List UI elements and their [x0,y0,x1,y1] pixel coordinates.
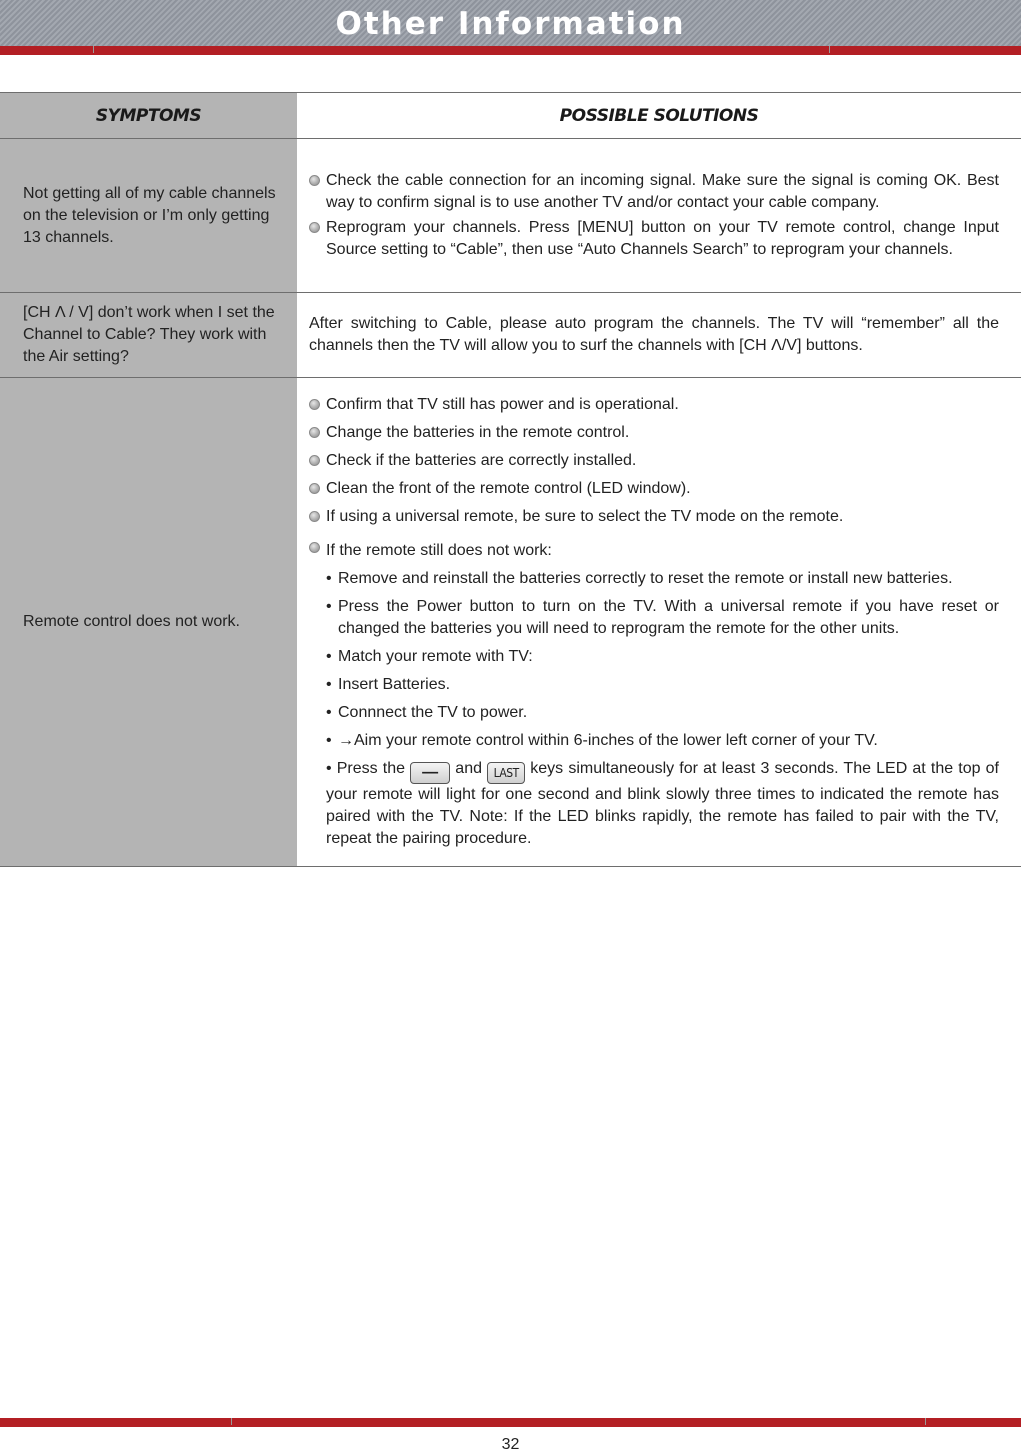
sub-list-item: • Match your remote with TV: [326,648,533,665]
table-row [0,139,1021,293]
table-row [0,293,1021,378]
symptom-cell: [CH Λ / V] don’t work when I set the Channel to Cable? They work with the Air setting? [0,293,297,378]
troubleshooting-table [0,92,1021,867]
solutions-header: POSSIBLE SOLUTIONS [297,93,1021,139]
solution-cell [297,139,1021,293]
solution-bullet: If using a universal remote, be sure to select the TV mode on the remote. [309,506,999,528]
sub-list-item: • Insert Batteries. [326,676,451,693]
solution-cell [297,293,1021,378]
solution-bullet: If the remote still does not work: [309,540,999,562]
bullet-dot-icon [309,399,320,410]
sub-list-item: • Remove and reinstall the batteries correctly to reset the remote or install new batteries. [326,570,953,587]
symptoms-header: SYMPTOMS [0,93,297,139]
solution-cell [297,378,1021,867]
sub-list-item: • Connnect the TV to power. [326,704,528,721]
symptom-cell: Remote control does not work. [0,378,297,867]
page-number: 32 [501,1436,520,1453]
footer-divider-tick [925,1418,926,1425]
header-divider-tick [829,46,830,53]
solution-bullet: Confirm that TV still has power and is operational. [309,394,999,416]
solution-bullet: Check if the batteries are correctly installed. [309,450,999,472]
bullet-dot-icon [309,175,320,186]
page-title: Other Information [335,6,686,42]
solution-bullet: Reprogram your channels. Press [MENU] button on your TV remote control, change Input Source setting to “Cable”, then use “Auto Channels Search” to reprogram your channels. [309,217,999,261]
footer-red-bar [0,1418,1021,1427]
pairing-instructions: • Press the — and LAST keys simultaneously for at least 3 seconds. The LED at the top of your remote will light for one second and blink slowly three times to indicated the remote has paired with the TV. Note: If the LED blinks rapidly, the remote has failed to pair with the TV, repeat the pairing procedure. [326,760,999,847]
header-red-bar [0,46,1021,55]
minus-key-icon: — [410,762,450,784]
table-row [0,378,1021,867]
symptom-cell: Not getting all of my cable channels on the television or I’m only getting 13 channels. [0,139,297,293]
header-divider-tick [93,46,94,53]
bullet-dot-icon [309,427,320,438]
solution-bullet: Change the batteries in the remote control. [309,422,999,444]
footer-divider-tick [231,1418,232,1425]
sub-list-item: • →Aim your remote control within 6-inches of the lower left corner of your TV. [326,732,878,749]
solution-text: After switching to Cable, please auto program the channels. The TV will “remember” all the channels then the TV will allow you to surf the channels with [CH Λ/V] buttons. [309,315,999,354]
table-header-row [0,93,1021,139]
bullet-dot-icon [309,455,320,466]
bullet-dot-icon [309,222,320,233]
solution-bullet: Check the cable connection for an incoming signal. Make sure the signal is coming OK. Best way to confirm signal is to use another TV and/or contact your cable company. [309,170,999,214]
last-key-icon: LAST [487,762,525,784]
solution-bullet: Clean the front of the remote control (LED window). [309,478,999,500]
bullet-dot-icon [309,542,320,553]
bullet-dot-icon [309,511,320,522]
sub-list-item: • Press the Power button to turn on the TV. With a universal remote if you have reset or changed the batteries you will need to reprogram the remote for the other units. [326,598,999,637]
sub-list [309,568,999,850]
bullet-dot-icon [309,483,320,494]
